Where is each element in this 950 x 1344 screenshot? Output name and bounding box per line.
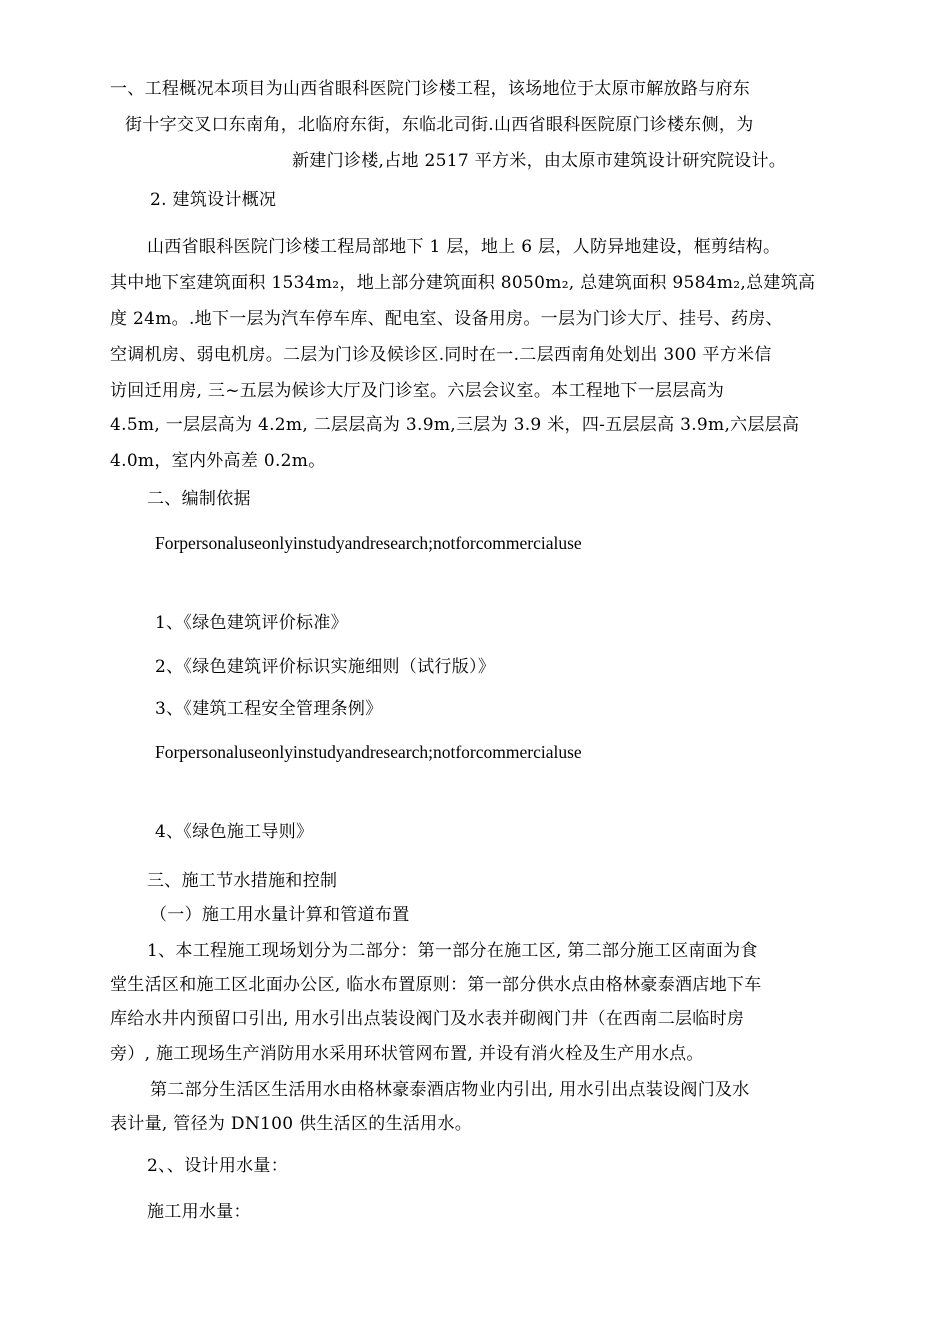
watermark-text-1: Forpersonaluseonlyinstudyandresearch;notforcommercialuse xyxy=(155,533,582,553)
design-line-5: 访回迁用房, 三~五层为候诊大厅及门诊室。六层会议室。本工程地下一层层高为 xyxy=(110,381,725,401)
design-line-2: 其中地下室建筑面积 1534m₂，地上部分建筑面积 8050m₂, 总建筑面积 9584m₂,总建筑高 xyxy=(110,273,816,293)
living-para-line-1: 第二部分生活区生活用水由格林豪泰酒店物业内引出, 用水引出点装设阀门及水 xyxy=(150,1080,750,1100)
section1-2-heading: 2. 建筑设计概况 xyxy=(150,190,277,210)
design-line-6: 4.5m, 一层层高为 4.2m, 二层层高为 3.9m,三层为 3.9 米，四-五层层高 3.9m,六层层高 xyxy=(110,415,800,435)
layout-para-line-4: 旁）, 施工现场生产消防用水采用环状管网布置, 并设有消火栓及生产用水点。 xyxy=(110,1044,704,1064)
design-line-7: 4.0m，室内外高差 0.2m。 xyxy=(110,451,326,471)
living-para-line-2: 表计量, 管径为 DN100 供生活区的生活用水。 xyxy=(110,1114,473,1134)
section3-subheading: （一）施工用水量计算和管道布置 xyxy=(150,905,410,925)
reference-item-4: 4、《绿色施工导则》 xyxy=(155,822,314,842)
layout-para-line-1: 1、本工程施工现场划分为二部分：第一部分在施工区, 第二部分施工区南面为食 xyxy=(147,941,758,961)
design-line-4: 空调机房、弱电机房。二层为门诊及候诊区.同时在一.二层西南角处划出 300 平方米信 xyxy=(110,345,772,365)
reference-item-2: 2、《绿色建筑评价标识实施细则（试行版）》 xyxy=(155,657,496,677)
section1-line-3: 新建门诊楼,占地 2517 平方米，由太原市建筑设计研究院设计。 xyxy=(292,151,787,171)
reference-item-1: 1、《绿色建筑评价标准》 xyxy=(155,613,348,633)
design-line-3: 度 24m。.地下一层为汽车停车库、配电室、设备用房。一层为门诊大厅、挂号、药房、 xyxy=(110,309,783,329)
section3-heading: 三、施工节水措施和控制 xyxy=(147,871,338,891)
section2-heading: 二、编制依据 xyxy=(147,489,251,509)
section1-line-2: 街十字交叉口东南角，北临府东街，东临北司街.山西省眼科医院原门诊楼东侧，为 xyxy=(125,115,754,135)
layout-para-line-2: 堂生活区和施工区北面办公区, 临水布置原则：第一部分供水点由格林豪泰酒店地下车 xyxy=(110,975,762,995)
section1-line-1: 一、工程概况本项目为山西省眼科医院门诊楼工程，该场地位于太原市解放路与府东 xyxy=(110,79,751,99)
design-line-1: 山西省眼科医院门诊楼工程局部地下 1 层，地上 6 层，人防异地建设，框剪结构。 xyxy=(147,237,781,257)
design-water-heading: 2、、设计用水量： xyxy=(147,1156,289,1176)
construction-water-label: 施工用水量： xyxy=(147,1202,251,1222)
layout-para-line-3: 库给水井内预留口引出, 用水引出点装设阀门及水表并砌阀门井（在西南二层临时房 xyxy=(110,1009,745,1029)
reference-item-3: 3、《建筑工程安全管理条例》 xyxy=(155,699,383,719)
watermark-text-2: Forpersonaluseonlyinstudyandresearch;notforcommercialuse xyxy=(155,742,582,762)
